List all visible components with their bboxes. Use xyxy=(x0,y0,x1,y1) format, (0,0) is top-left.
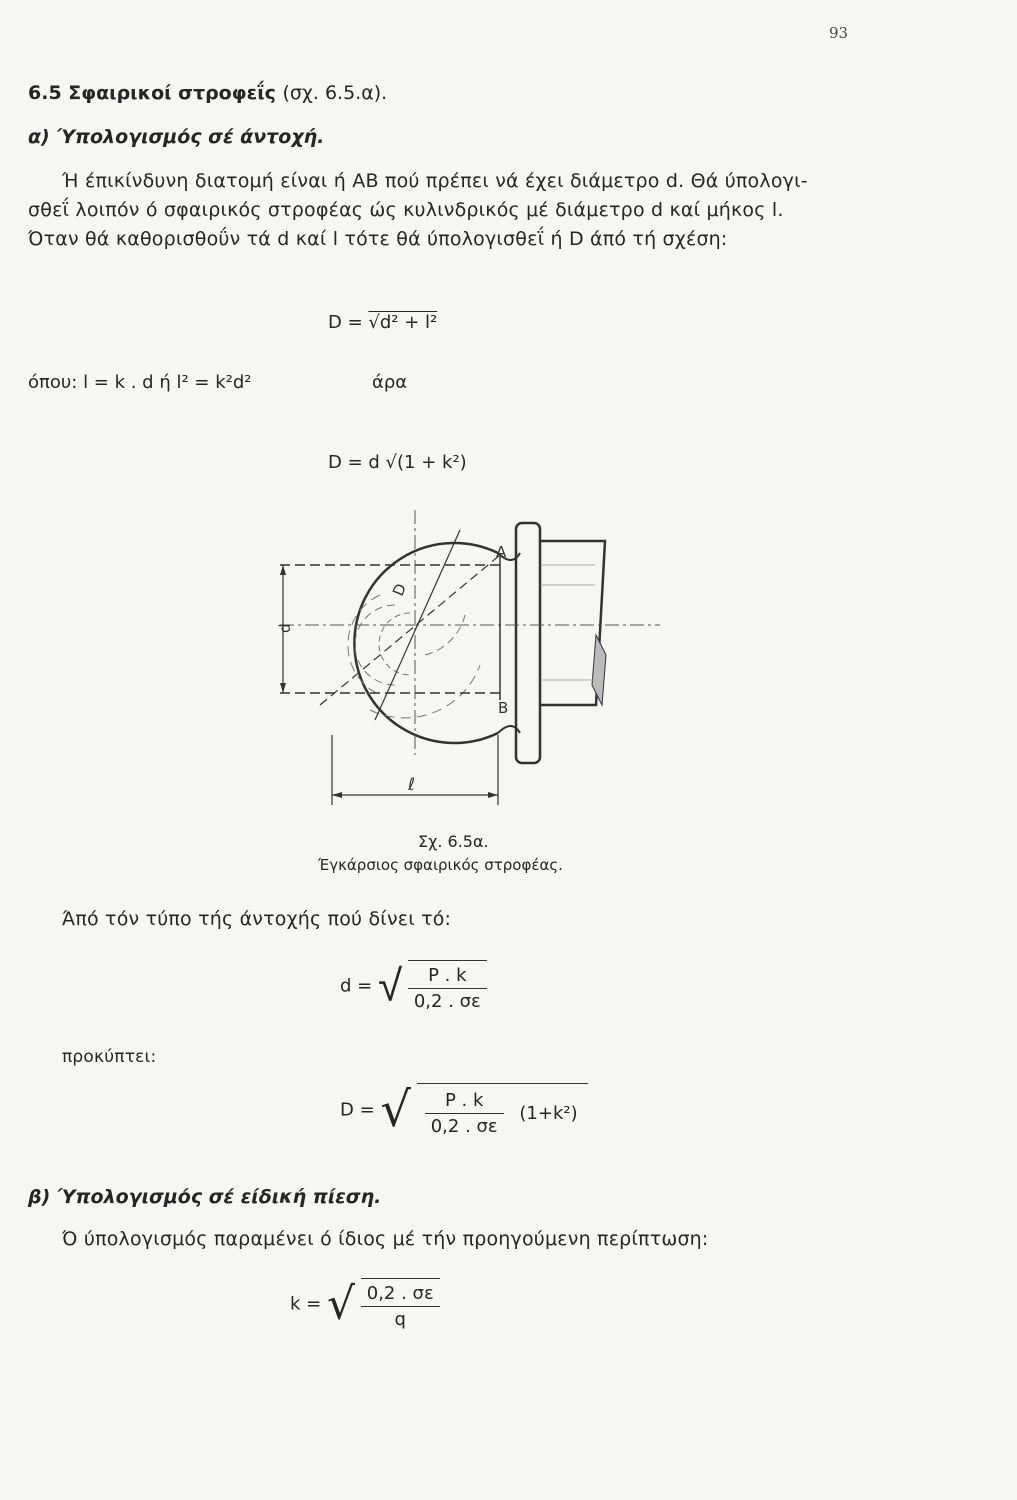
label-B: B xyxy=(498,699,509,717)
equation-lhs: D = xyxy=(340,1099,375,1121)
equation-D-d xyxy=(328,452,467,473)
equation-lhs: d = xyxy=(340,975,373,997)
where-line: όπου: l = k . d ή l² = k²d² xyxy=(28,372,252,393)
sqrt-sign: √ xyxy=(377,960,403,1012)
equation-rhs: d √(1 + k²) xyxy=(368,452,467,473)
label-D: D xyxy=(389,581,411,599)
denominator: 0,2 . σε xyxy=(425,1113,504,1137)
equation-lhs: D = xyxy=(328,312,363,333)
denominator: 0,2 . σε xyxy=(408,988,487,1012)
sqrt-sign: √ xyxy=(326,1278,356,1330)
diameter-D-line xyxy=(320,555,500,705)
paragraph-1-line-3: Όταν θά καθορισθοΰν τά d καί l τότε θά ύπολογισθεΐ ή D άπό τή σχέση: xyxy=(28,228,728,250)
label-A: A xyxy=(496,543,507,561)
l-arrow-left xyxy=(332,792,342,798)
spherical-journal-figure xyxy=(250,505,670,825)
numerator: P . k xyxy=(444,1090,484,1111)
numerator: P . k xyxy=(428,965,467,986)
therefore-word: άρα xyxy=(372,372,408,393)
equation-D-sqrt xyxy=(328,312,437,333)
sqrt-sign: √ xyxy=(380,1082,411,1138)
d-arrow-bottom xyxy=(280,683,286,693)
l-arrow-right xyxy=(488,792,498,798)
turning-arc xyxy=(370,665,480,718)
equation-rhs: √d² + l² xyxy=(368,312,438,333)
label-l: ℓ xyxy=(408,775,416,795)
denominator: q xyxy=(361,1306,440,1330)
equation-k xyxy=(290,1278,440,1330)
section-title: 6.5 Σφαιρικοί στροφεΐς xyxy=(28,82,276,104)
equation-lhs: k = xyxy=(290,1293,322,1315)
section-heading xyxy=(28,82,387,104)
paragraph-1-line-2: σθεΐ λοιπόν ό σφαιρικός στροφέας ώς κυλινδρικός μέ διάμετρο d καί μήκος l. xyxy=(28,199,784,221)
turning-arc xyxy=(355,605,395,685)
collar xyxy=(516,523,540,763)
page-number: 93 xyxy=(829,24,849,42)
d-arrow-top xyxy=(280,565,286,575)
fraction xyxy=(425,1090,504,1137)
turning-arc xyxy=(425,615,465,655)
paragraph-3: Ό ύπολογισμός παραμένει ό ίδιος μέ τήν προηγούμενη περίπτωση: xyxy=(62,1228,709,1250)
paragraph-1-line-1: Ή έπικίνδυνη διατομή είναι ή ΑΒ πού πρέπει νά έχει διάμετρο d. Θά ύπολογι- xyxy=(62,170,808,192)
fraction xyxy=(361,1278,440,1330)
equation-lhs: D = xyxy=(328,452,363,473)
fraction xyxy=(408,960,487,1012)
figure-number: Σχ. 6.5α. xyxy=(418,832,489,851)
shaft-break-hatch xyxy=(592,635,606,705)
numerator: 0,2 . σε xyxy=(366,1283,434,1304)
subheading-pressure: β) Ύπολογισμός σέ είδική πίεση. xyxy=(28,1186,382,1208)
radicand xyxy=(417,1083,588,1137)
subheading-strength: α) Ύπολογισμός σέ άντοχή. xyxy=(28,126,325,148)
results-word: προκύπτει: xyxy=(62,1047,157,1067)
section-figure-ref: (σχ. 6.5.α). xyxy=(282,82,388,104)
equation-d xyxy=(340,960,487,1012)
figure-caption: Έγκάρσιος σφαιρικός στροφέας. xyxy=(318,856,563,874)
equation-D-final xyxy=(340,1082,588,1138)
paragraph-2: Άπό τόν τύπο τής άντοχής πού δίνει τό: xyxy=(62,908,452,930)
turning-arc xyxy=(379,613,410,675)
label-d: d xyxy=(276,623,294,633)
factor: (1+k²) xyxy=(519,1103,578,1124)
